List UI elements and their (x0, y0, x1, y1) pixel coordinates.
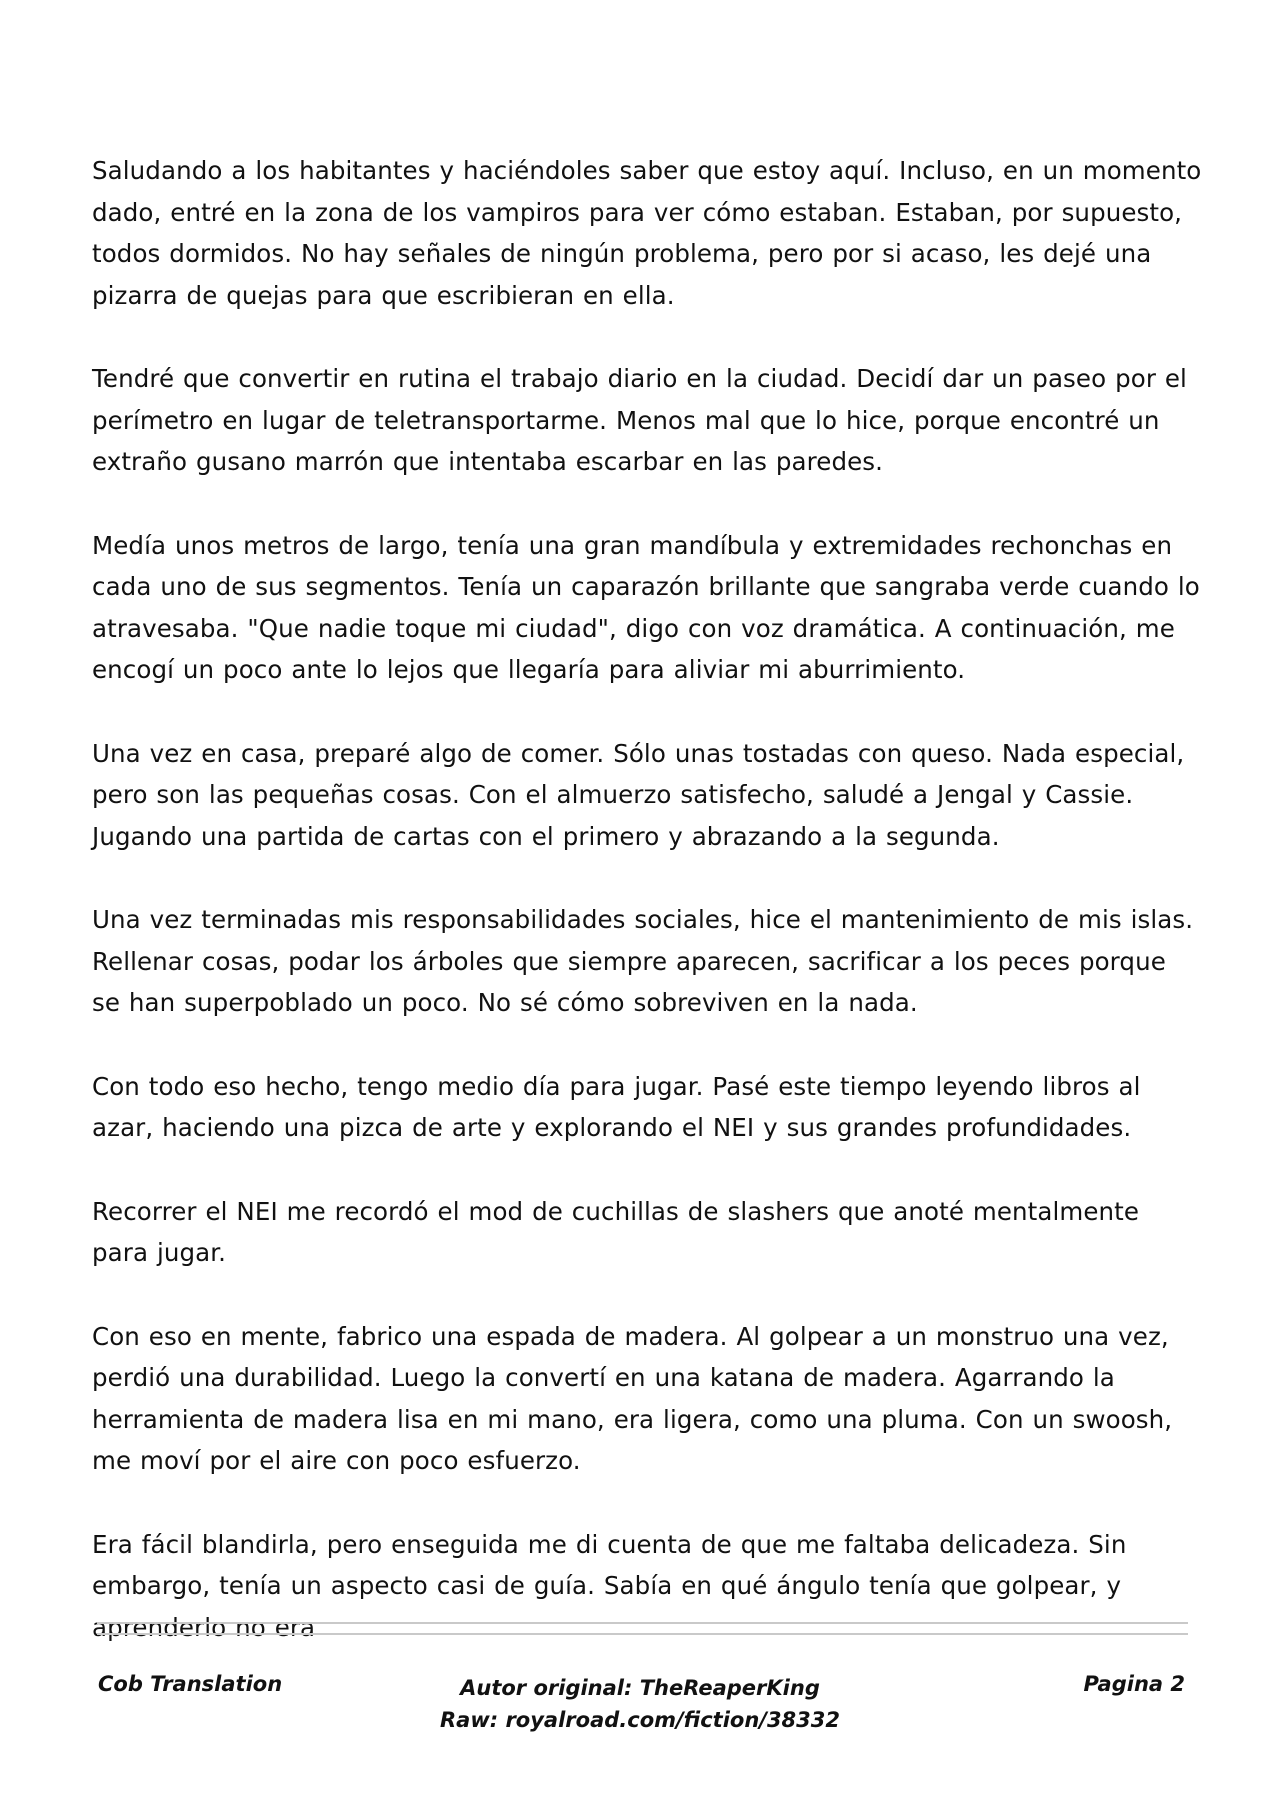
paragraph-7: Recorrer el NEI me recordó el mod de cuchillas de slashers que anoté mentalmente para jugar. (92, 1196, 1140, 1267)
footer-author: Autor original: TheReaperKing (460, 1676, 820, 1700)
footer-credits (440, 1672, 840, 1736)
paragraph-3: Medía unos metros de largo, tenía una gran mandíbula y extremidades rechonchas en cada uno de sus segmentos. Tenía un caparazón brillante que sangraba verde cuando lo atravesaba. "Que nadie toque mi ciudad", digo con voz dramática. A continuación, me encogí un poco ante lo lejos que llegaría para aliviar mi aburrimiento. (92, 530, 1200, 684)
paragraph-2: Tendré que convertir en rutina el trabajo diario en la ciudad. Decidí dar un paseo por el perímetro en lugar de teletransportarme. Menos mal que lo hice, porque encontré un extraño gusano marrón que intentaba escarbar en las paredes. (92, 364, 1187, 476)
footer-page-number: Pagina 2 (1083, 1672, 1185, 1696)
page-body (92, 150, 1202, 1690)
paragraph-4: Una vez en casa, preparé algo de comer. Sólo unas tostadas con queso. Nada especial, pero son las pequeñas cosas. Con el almuerzo satisfecho, saludé a Jengal y Cassie. Jugando una partida de cartas con el primero y abrazando a la segunda. (92, 738, 1185, 851)
footer-divider-top (97, 1622, 1188, 1624)
paragraph-9: Era fácil blandirla, pero enseguida me di cuenta de que me faltaba delicadeza. Sin embargo, tenía un aspecto casi de guía. Sabía en qué ángulo tenía que golpear, y aprenderlo no era (92, 1529, 1127, 1642)
paragraph-6: Con todo eso hecho, tengo medio día para jugar. Pasé este tiempo leyendo libros al azar, haciendo una pizca de arte y explorando el NEI y sus grandes profundidades. (92, 1071, 1141, 1142)
footer-source-link: Raw: royalroad.com/fiction/38332 (439, 1708, 841, 1732)
paragraph-5: Una vez terminadas mis responsabilidades sociales, hice el mantenimiento de mis islas. Rellenar cosas, podar los árboles que siempre aparecen, sacrificar a los peces porque se han superpoblado un poco. No sé cómo sobreviven en la nada. (92, 905, 1194, 1017)
footer-divider-bottom (97, 1633, 1188, 1635)
footer-translator: Cob Translation (98, 1672, 283, 1696)
paragraph-1: Saludando a los habitantes y haciéndoles saber que estoy aquí. Incluso, en un momento dado, entré en la zona de los vampiros para ver cómo estaban. Estaban, por supuesto, todos dormidos. No hay señales de ningún problema, pero por si acaso, les dejé una pizarra de quejas para que escribieran en ella. (92, 156, 1202, 310)
paragraph-8: Con eso en mente, fabrico una espada de madera. Al golpear a un monstruo una vez, perdió una durabilidad. Luego la convertí en una katana de madera. Agarrando la herramienta de madera lisa en mi mano, era ligera, como una pluma. Con un swoosh, me moví por el aire con poco esfuerzo. (92, 1321, 1173, 1475)
